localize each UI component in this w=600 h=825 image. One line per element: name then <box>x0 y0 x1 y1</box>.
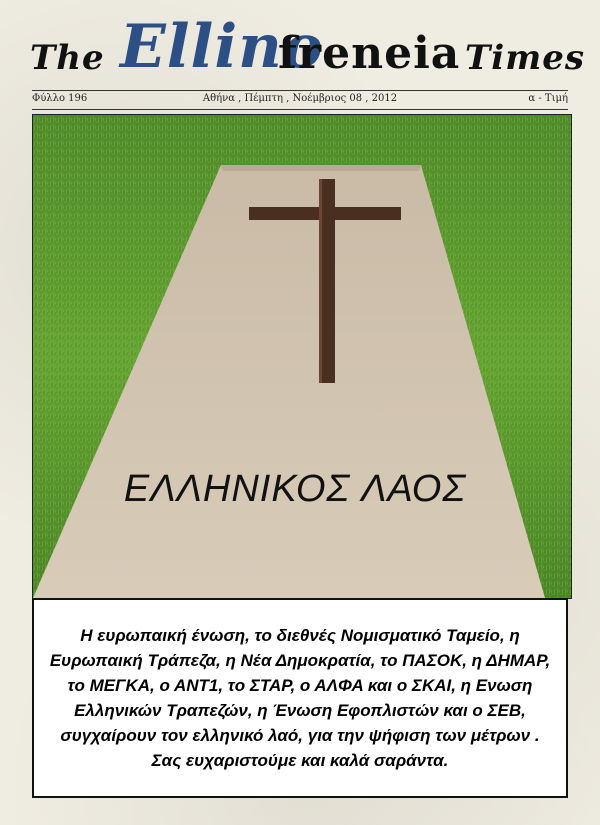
masthead-freneia: freneia <box>278 28 461 79</box>
slab-inscription: ΕΛΛΗΝΙΚΟΣ ΛΑΟΣ <box>123 468 467 510</box>
front-page-photo <box>32 114 572 599</box>
cross-horizontal <box>249 207 401 220</box>
grave-photo <box>33 115 571 598</box>
caption-box <box>32 598 568 798</box>
caption-text: Η ευρωπαική ένωση, το διεθνές Νομισματικό Ταμείο, η Ευρωπαική Τράπεζα, η Νέα Δημοκρατία, το ΠΑΣΟΚ, η ΔΗΜΑΡ, το ΜΕΓΚΑ, ο ΑΝΤ1, το ΣΤΑΡ, ο ΑΛΦΑ και ο ΣΚΑΙ, η Ενωση Ελληνικών Τραπεζών, η Ένωση Εφοπλιστών και ο ΣΕΒ, συγχαίρουν τον ελληνικό λαό, για την ψήφιση των μέτρων . Σας ευχαριστούμε και καλά σαράντα. <box>49 626 551 770</box>
dateline-bottom-rule <box>32 109 568 110</box>
issue-price: α - Τιμή <box>528 93 568 104</box>
masthead <box>0 8 600 88</box>
masthead-ellino: Ellino <box>120 12 324 82</box>
dateline-top-rule <box>32 90 568 91</box>
masthead-times: Times <box>465 38 585 78</box>
issue-number: Φύλλο 196 <box>32 93 88 104</box>
dateline <box>32 93 568 107</box>
masthead-the: The <box>30 38 105 78</box>
issue-date: Αθήνα , Πέμπτη , Νοέμβριος 08 , 2012 <box>202 93 398 104</box>
